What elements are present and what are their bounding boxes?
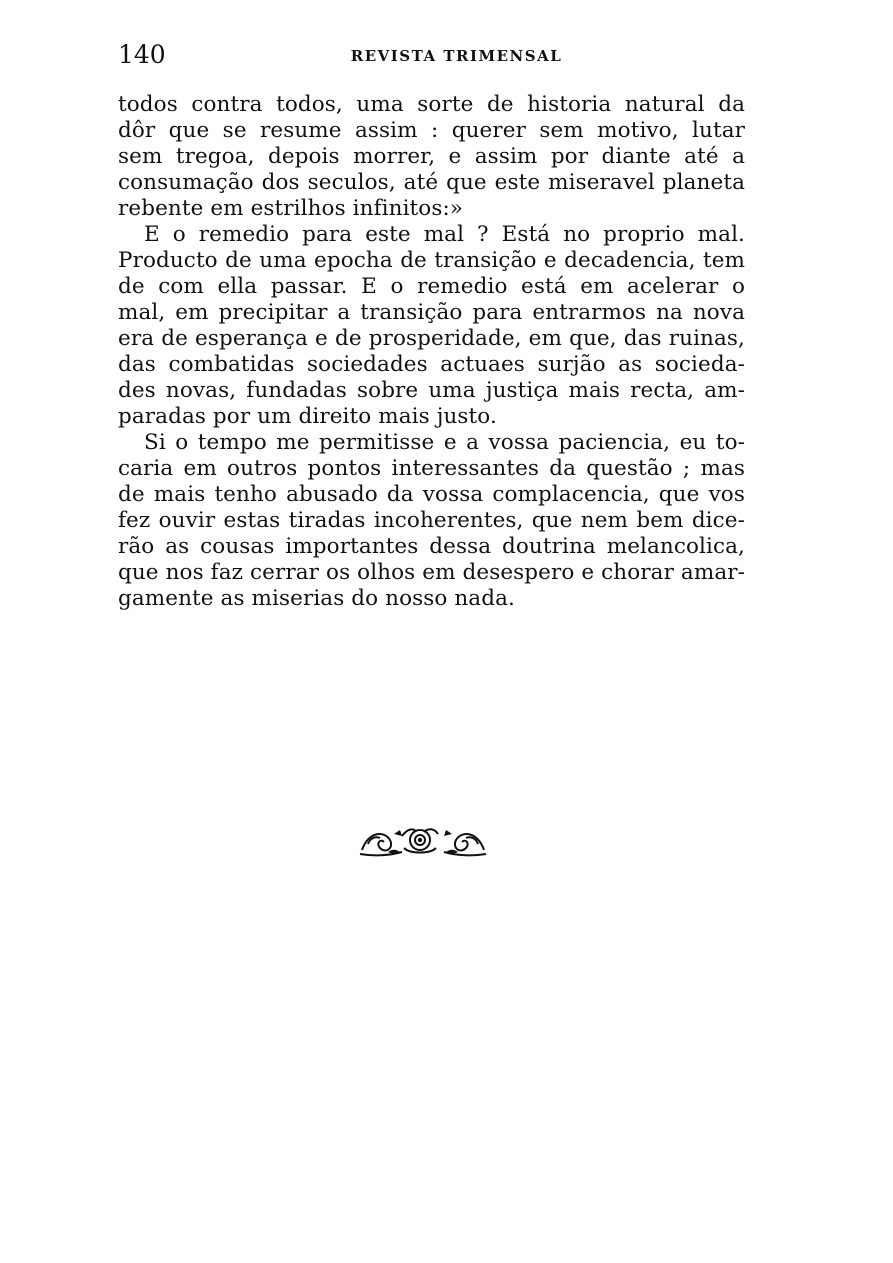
text-line: paradas por um direito mais justo. xyxy=(118,404,497,429)
paragraph-2 xyxy=(118,222,745,430)
page-number: 140 xyxy=(118,40,166,69)
fleuron-ornament-icon xyxy=(358,822,488,860)
text-line: caria em outros pontos interessantes da questão ; mas xyxy=(118,456,745,481)
text-line: das combatidas sociedades actuaes surjão as socieda- xyxy=(118,352,745,377)
text-line: Producto de uma epocha de transição e decadencia, tem xyxy=(118,248,745,273)
text-line: dôr que se resume assim : querer sem motivo, lutar xyxy=(118,118,745,143)
text-line: mal, em precipitar a transição para entrarmos na nova xyxy=(118,300,745,325)
body-text xyxy=(118,92,745,612)
text-line: gamente as miserias do nosso nada. xyxy=(118,586,515,611)
text-line: E o remedio para este mal ? Está no proprio mal. xyxy=(144,222,745,247)
text-line: consumação dos seculos, até que este miseravel planeta xyxy=(118,170,745,195)
text-line: des novas, fundadas sobre uma justiça mais recta, am- xyxy=(118,378,745,403)
text-line: que nos faz cerrar os olhos em desespero e chorar amar- xyxy=(118,560,745,585)
text-line: sem tregoa, depois morrer, e assim por diante até a xyxy=(118,144,745,169)
text-line: Si o tempo me permitisse e a vossa paciencia, eu to- xyxy=(144,430,745,455)
running-head: REVISTA TRIMENSAL xyxy=(350,47,563,65)
text-line: era de esperança e de prosperidade, em que, das ruinas, xyxy=(118,326,745,351)
text-line: rão as cousas importantes dessa doutrina melancolica, xyxy=(118,534,745,559)
text-line: rebente em estrilhos infinitos:» xyxy=(118,196,464,221)
paragraph-3 xyxy=(118,430,745,612)
paragraph-1 xyxy=(118,92,745,222)
text-line: de com ella passar. E o remedio está em acelerar o xyxy=(118,274,745,299)
text-line: todos contra todos, uma sorte de historia natural da xyxy=(118,92,745,117)
text-line: fez ouvir estas tiradas incoherentes, que nem bem dice- xyxy=(118,508,745,533)
text-line: de mais tenho abusado da vossa complacencia, que vos xyxy=(118,482,745,507)
